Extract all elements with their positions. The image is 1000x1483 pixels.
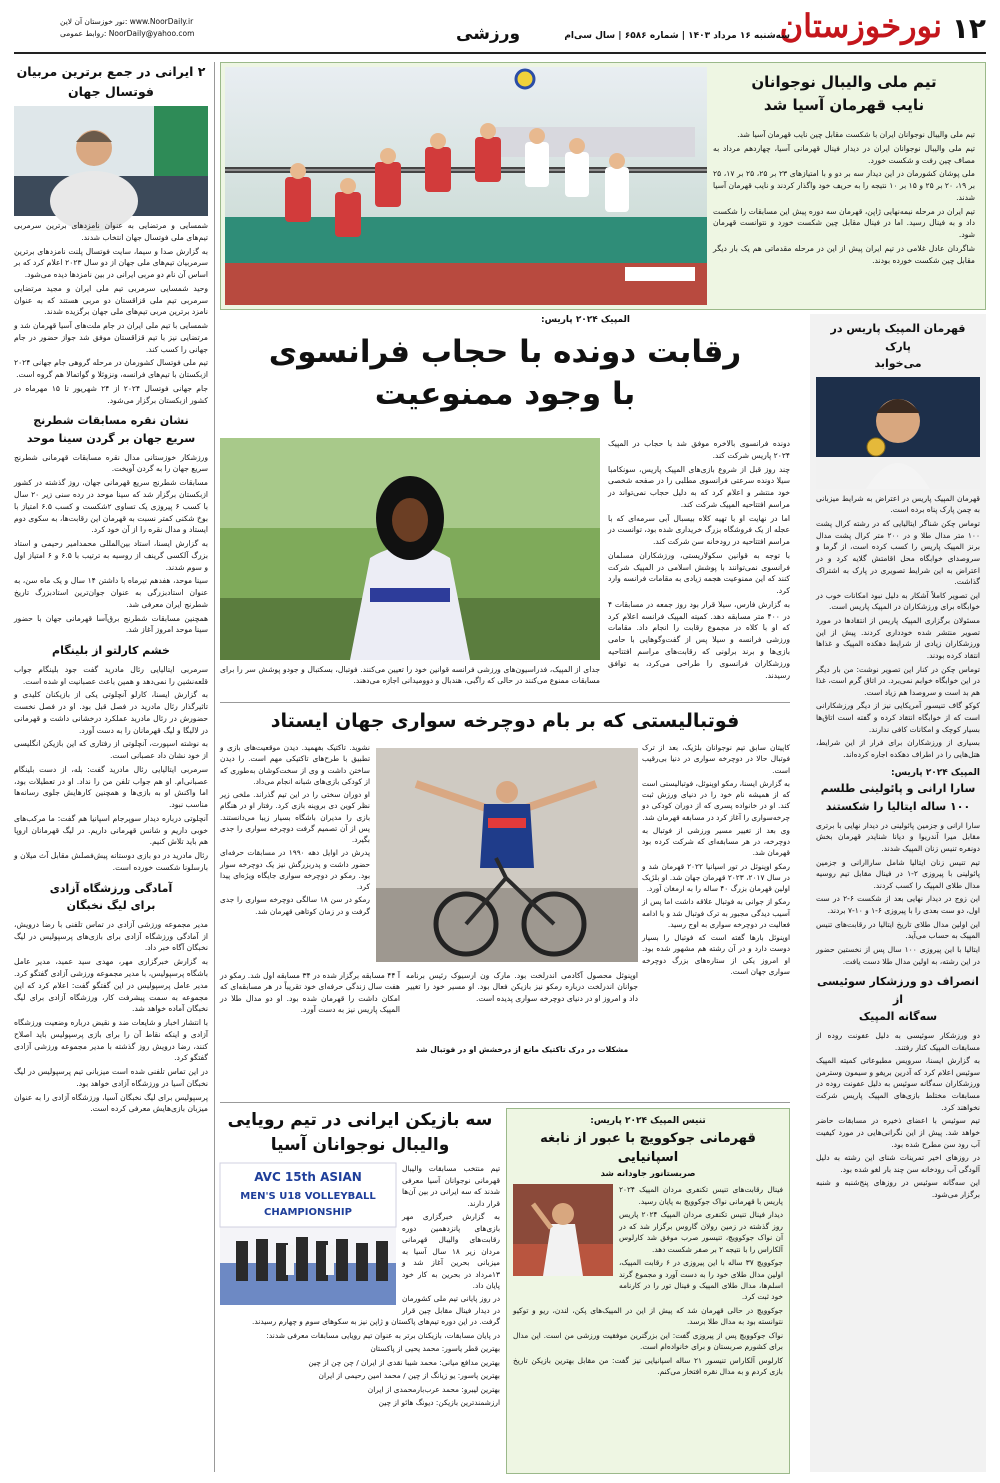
cyclist-paragraph: نشوید. تاکتیک بفهمید. دیدن موقعیت‌های بازی و تطبیق با طرح‌های تاکتیکی مهم است. را دیدن ساختن داشت و وی از سخت‌کوشان به‌طوری که از کودکی بازی‌های شبانه انجام می‌داد. xyxy=(220,743,370,786)
hijab-paragraph: اما در نهایت او با تهیه کلاه بیسبال آبی سرمه‌ای که با عجله از یک فروشگاه بزرگ خریداری شده بود، توانست در مراسم افتتاحیه در رودخانه سن شرکت کند. xyxy=(608,513,790,547)
olympic-champ-paragraph: مسئولان برگزاری المپیک پاریس از انتقادها در مورد تصویر منتشر شده خودداری کردند. پیش از این ورزشکاران زیادی از شرایط دهکده المپیک و غذاها انتقاد کرده بودند. xyxy=(816,616,980,660)
cyclist-caption-middle: آ ۴۴ مسابقه برگزار شده در ۳۴ مسابقه اول شد. رمکو در هفت سال زندگی حرفه‌ای خود تقریباً در هر مسابقه‌ای که امکان داشت را قهرمان شده بود. او دو مدال طلا در المپیک پاریس نیز به دست آورد. xyxy=(220,971,400,1015)
olympic-champ-paragraph: این تصویر کاملاً آشکار به دلیل نبود امکانات خوب در خوابگاه برای ورزشکاران در المپیک پاریس است. xyxy=(816,590,980,612)
djokovic-paragraph: جوکوویچ ۳۷ ساله با این پیروزی در ۶ رقابت المپیک، اولین مدال طلای خود را به دست آورد و مجموع گرند اسلم‌ها، مدال طلای المپیک و فینال تور را در کارنامه خود ثبت کرد. xyxy=(619,1258,783,1302)
cyclist-victory-image xyxy=(376,748,638,962)
djokovic-paragraph: کارلوس آلکاراس تنیسور ۲۱ ساله اسپانیایی نیز گفت: من مقابل بهترین بازیکن تاریخ بازی کردم و به مدال نقره افتخار می‌کنم. xyxy=(513,1355,783,1377)
cyclist-caption-small: اوپنوئل محصول آکادمی اندرلخت بود. مارک ون ارسیوک رئیس برنامه جوانان اندرلخت درباره رمکو نیز بازیکن فعال بود. او مسیر خود را تغییر داد و امروز او در دنیای دوچرخه سواری پدیده است. xyxy=(406,971,638,1003)
carlton-paragraph: سرمربی ایتالیایی رئال مادرید گفت: بله، از دست بلینگام عصبانی‌ام. او هم جواب تلفن من را نداد. او در تعطیلات بود، اما واکنش او به بازی‌ها و همچنین کارهایش جلوی رسانه‌ها مناسب نبود. xyxy=(14,764,208,810)
iran-volley-paragraph: در روز پایانی تیم ملی کشورمان در دیدار فینال مقابل چین قرار گرفت. در این دوره تیم‌های پاکستان و ژاپن نیز به سکوهای سوم و چهارم رسیدند. xyxy=(252,1294,500,1327)
hijab-paragraph: دونده فرانسوی بالاخره موفق شد با حجاب در المپیک ۲۰۲۴ پاریس شرکت کند. xyxy=(608,439,790,460)
italy-title xyxy=(816,780,980,815)
header-rule xyxy=(14,52,986,54)
futsal-title xyxy=(14,62,208,102)
volleyball-photo xyxy=(225,67,707,305)
iran-volley-award: بهترین لیبرو: محمد عرب‌بارمحمدی از ایران xyxy=(367,1384,500,1394)
page-number: ۱۲ xyxy=(951,12,986,45)
left-column xyxy=(14,62,208,1472)
olympic-champ-title-line1: قهرمان المپیک پاریس در پارک xyxy=(830,322,966,353)
swimmer-medal-image xyxy=(816,377,980,489)
volleyball-top-title-line1: تیم ملی والیبال نوجوانان xyxy=(751,73,937,91)
cyclist-body-right xyxy=(642,742,790,1092)
futsal-paragraph: شمسایی و مرتضایی به عنوان نامزدهای برترین سرمربی تیم‌های ملی فوتسال جهان انتخاب شدند. xyxy=(14,221,208,242)
iran-volley-award: بهترین پاسور: یو زیانگ از چین / محمد امین رحیمی از ایران xyxy=(318,1371,500,1381)
carlton-paragraph: آنچلوتی درباره دیدار سوپرجام اسپانیا هم گفت: ما مرکب‌های خوبی داریم و شانس قهرمانی داریم. در لیگ قهرمانان اروپا هم باید تلاش کنیم. xyxy=(14,813,208,847)
hijab-runner-photo xyxy=(220,438,600,660)
djokovic-paragraph: جوکوویچ در حالی قهرمان شد که پیش از این در المپیک‌های پکن، لندن، ریو و توکیو نتوانسته بود به مدال طلا برسد. xyxy=(513,1305,783,1327)
runner-image xyxy=(220,438,600,660)
freedom-paragraph: مدیر مجموعه ورزشی آزادی در تماس تلفنی با رضا درویش، از آمادگی ورزشگاه آزادی برای بازی‌های پرسپولیس در لیگ نخبگان آگاه خبر داد. xyxy=(14,919,208,953)
freedom-paragraph: به گزارش خبرگزاری مهر، مهدی سید عمید، مدیر عامل باشگاه پرسپولیس، با مدیر مجموعه ورزشی آزادی گفتگو کرد. مدیر عامل پرسپولیس در این گفتگو گفت: اعلام کرد که این مجموعه به سمت پیشرفت کار، ورزشگاه آزادی برای لیگ نخبگان آماده خواهد شد. xyxy=(14,957,208,1014)
hijab-body xyxy=(608,438,790,680)
page-header xyxy=(0,0,1000,58)
cyclist-body-left xyxy=(220,742,370,964)
italy-title-line1: سارا ارانی و پائولینی طلسم xyxy=(820,782,976,796)
olympic-champ-paragraph: بسیاری از ورزشکاران برای فرار از این شرایط، هتل‌هایی را در اطراف دهکده اجاره کرده‌اند. xyxy=(816,738,980,759)
olympic-champ-paragraph: کوکو گاف تنیسور آمریکایی نیز از دیگر ورزشکارانی است که از خوابگاه انتقاد کرده و گفته است اتاق‌ها بسیار کوچک و امکانات کافی ندارند. xyxy=(816,701,980,734)
hijab-caption: جدای از المپیک، فدراسیون‌های ورزشی فرانسه قوانین خود را تعیین می‌کنند. فوتبال، بسکتبال و جودو پوشش سر را برای مسابقات ممنوع می‌کنند در حالی که راگبی، هندبال و دوومیدانی اجازه می‌دهند. xyxy=(220,665,600,686)
svg-text:AVC 15th ASIAN: AVC 15th ASIAN xyxy=(254,1170,362,1185)
svg-text:CHAMPIONSHIP: CHAMPIONSHIP xyxy=(264,1207,352,1219)
italy-paragraph: ایتالیا با این پیروزی ۱۰۰ سال پس از نخستین حضور در این رشته، به اولین مدال طلا دست یافت. xyxy=(816,944,980,966)
cyclist-paragraph: کاپیتان سابق تیم نوجوانان بلژیک، بعد از ترک فوتبال حالا در دوچرخه سواری در دنیا بی‌رقیب است. xyxy=(642,743,790,775)
futsal-paragraph: تیم ملی فوتسال کشورمان در مرحله گروهی جام جهانی ۲۰۲۴ ازبکستان با تیم‌های فرانسه، ونزوئلا و گواتمالا هم گروه است. xyxy=(14,358,208,380)
swiss-title-line2: سه‌گانه المپیک xyxy=(858,1010,938,1024)
swiss-paragraph: دو ورزشکار سوئیسی به دلیل عفونت روده از مسابقات المپیک کنار رفتند. xyxy=(816,1030,980,1052)
djokovic-article xyxy=(506,1108,790,1474)
section-divider-1 xyxy=(220,702,790,703)
volleyball-top-paragraph: تیم ملی والیبال نوجوانان ایران در دیدار فینال قهرمانی آسیا، چهاردهم مرداد به مصاف چین رفت و شکست خورد. xyxy=(713,143,975,165)
iran-volley-title-line1: سه بازیکن ایرانی در تیم رویایی xyxy=(227,1110,493,1130)
iran-volley-paragraph: تیم منتخب مسابقات والیبال قهرمانی نوجوانان آسیا معرفی شدند که سه ایرانی در بین آن‌ها قرار دارند. xyxy=(402,1164,500,1208)
chess-paragraph: مسابقات شطرنج سریع قهرمانی جهان، روز گذشته در کشور ازبکستان برگزار شد که سینا موحد در رده سنی زیر ۲۰ سال با کسب ۶ پیروزی یک تساوی ۲شکست و کسب ۶.۵ امتیاز با بوخ شکنی کمتر نسبت به قهرمان این رقابت‌ها، به سکوی دوم ایستاد و مدال نقره را از آن خود کرد. xyxy=(14,478,208,535)
cyclist-paragraph: وی بعد از تغییر مسیر ورزشی از فوتبال به دوچرخه، در هر مسابقه‌ای که شرکت کرده بود قهرمان شد. xyxy=(642,825,790,858)
olympic-champ-title xyxy=(816,320,980,373)
djokovic-paragraph: نواک جوکوویچ پس از پیروزی گفت: این بزرگترین موفقیت ورزشی من است. این مدال برای کشورم صربستان و برای خانواده‌ام است. xyxy=(513,1330,783,1352)
freedom-title-line2: برای لیگ نخبگان xyxy=(66,899,156,913)
carlton-paragraph: به گزارش ایسنا، کارلو آنچلوتی یکی از بازیکنان کلیدی و تاثیرگذار رئال مادرید در فصل قبل بود. او در فصل نخست حضورش در رئال مادرید عملکرد درخشانی داشت و قهرمانی در لالیگا و لیگ قهرمانان را به دست آورد. xyxy=(14,690,208,735)
volleyball-top-paragraph: ملی پوشان کشورمان در این دیدار سه بر دو و با امتیازهای ۲۳ بر ۲۵، ۲۵ بر ۱۷، ۲۵ بر ۱۹، ۲۰ بر ۲۵ و ۱۵ بر ۱۰ نتیجه را به حریف خود واگذار کردند و نایب قهرمان آسیا شدند. xyxy=(713,169,975,202)
hijab-title xyxy=(220,332,790,416)
iran-volley-award: بهترین قطر یاسور: محمد یحیی از پاکستان xyxy=(370,1344,500,1354)
swimmer-photo xyxy=(816,377,980,489)
italy-paragraph: این اولین مدال طلای تاریخ ایتالیا در رقابت‌های تنیس المپیک به حساب می‌آید. xyxy=(816,919,980,941)
hijab-paragraph: چند روز قبل از شروع بازی‌های المپیک پاریس، سونکامبا سیلا دونده سرعتی فرانسوی مطلبی را در صفحه شخصی خود منتشر و اعلام کرد که به دلیل حجاب نمی‌تواند در مراسم افتتاحیه المپیک شرکت کند. xyxy=(608,464,790,509)
right-column xyxy=(810,314,986,1472)
contact-line-1: نور خوزستان آن لاین: www.NoorDaily.ir xyxy=(60,17,194,26)
djokovic-title: قهرمانی جوکوویچ با عبور از نابغه اسپانیایی xyxy=(540,1130,756,1165)
cyclist-paragraph: رمکو از جوانی به فوتبال علاقه داشت اما پس از آسیب دیدگی مجبور به ترک فوتبال شد و با ادامه فعالیت در دوچرخه سواری به اوج رسید. xyxy=(642,897,790,929)
swiss-title-line1: انصراف دو ورزشکار سوئیسی از xyxy=(817,975,979,1006)
hijab-article xyxy=(220,314,790,694)
volleyball-top-paragraph: تیم ایران در مرحله نیمه‌نهایی ژاپن، قهرمان سه دوره پیش این مسابقات را شکست داد و به فینال رسید. اما در فینال مقابل چین شکست خورد و نتوانست قهرمان شود. xyxy=(713,206,975,240)
iran-volley-paragraph: در پایان مسابقات، بازیکنان برتر به عنوان تیم رویایی مسابقات معرفی شدند: xyxy=(266,1330,500,1340)
olympic-champ-paragraph: قهرمان المپیک پاریس در اعتراض به شرایط میزبانی به چمن پارک پناه برده است. xyxy=(816,493,980,515)
chess-paragraph: همچنین مسابقات شطرنج برق‌آسا قهرمانی جهان با حضور سینا موحد امروز آغاز شد. xyxy=(14,613,208,635)
volleyball-top-box xyxy=(220,62,986,310)
cyclist-paragraph: پدرش در اوایل دهه ۱۹۹۰ در مسابقات حرفه‌ای حضور داشت و پدربزرگش نیز یک دوچرخه سوار بود. رمکو در دوچرخه سواری جایگاه ویژه‌ای پیدا کرد. xyxy=(220,848,371,891)
section-divider-2 xyxy=(220,1102,790,1103)
carlton-title: خشم کارلتو از بلینگام xyxy=(52,644,170,658)
asian-championship-podium-image xyxy=(220,1163,396,1305)
carlton-paragraph: به نوشته اسپورت، آنچلوتی از رفتاری که این بازیکن انگلیسی از خود نشان داد عصبانی است. xyxy=(14,739,208,761)
chess-title-line2: سریع جهان بر گردن سینا موحد xyxy=(26,432,196,446)
italy-paragraph: سارا ارانی و جزمین پائولینی در دیدار نهایی با برتری مقابل میرا آندریوا و دیانا شنایدر قهرمان بخش دونفره تنیس زنان المپیک شدند. xyxy=(816,820,980,853)
italy-paragraph: تیم تنیس زنان ایتالیا شامل ساراارانی و جزمین پائولینی با پیروزی ۲-۱ در فینال مقابل تیم روسیه مدال طلای المپیک را کسب کردند. xyxy=(816,857,981,890)
iran-volley-award: ارزشمندترین بازیکن: دیونگ هائو از چین xyxy=(378,1398,500,1408)
newspaper-logo: نورخوزستان xyxy=(779,7,942,45)
olympic-champ-title-line2: می‌خوابد xyxy=(874,357,922,371)
iran-volley-paragraph: به گزارش خبرگزاری مهر بازی‌های پانزدهمین دوره رقابت‌های والیبال قهرمانی مردان زیر ۱۸ سال آسیا به میزبانی بحرین آغاز شد و ۱۳مرداد در بحرین به کار خود پایان داد. xyxy=(402,1212,501,1290)
djokovic-kicker: تنیس المپیک ۲۰۲۴ پاریس: xyxy=(590,1116,706,1126)
cyclist-caption-bold: مشکلات در درک تاکتیک مانع از درخشش او در فوتبال شد xyxy=(415,1045,629,1054)
carlton-paragraph: سرمربی ایتالیایی رئال مادرید گفت جود بلینگام جواب قلعه‌نشین را نمی‌دهد و همین باعث عصبانیت او شده است. xyxy=(14,664,208,686)
chess-title xyxy=(14,412,208,447)
cyclist-photo xyxy=(376,748,638,962)
freedom-paragraph: با انتشار اخبار و شایعات ضد و نقیض درباره وضعیت ورزشگاه آزادی و اینکه نقاط آن را برای بازی پرسپولیس باید اصلاح کنند، رضا درویش روز گذشته با مدیر مجموعه ورزشی آزادی گفتگو کرد. xyxy=(14,1018,208,1063)
italy-kicker: المپیک ۲۰۲۴ پاریس: xyxy=(891,767,980,778)
chess-paragraph: به گزارش ایسنا، استاد بین‌المللی محمدامیر رحیمی و استاد بزرگ آلکسی گرینف از روسیه به ترتیب با ۶.۵ و ۶ امتیاز اول و سوم شدند. xyxy=(14,539,208,572)
djokovic-paragraph: فینال رقابت‌های تنیس تکنفری مردان المپیک ۲۰۲۴ پاریس با قهرمانی نواک جوکوویچ به پایان رسید. xyxy=(619,1185,783,1206)
swiss-paragraph: در روزهای اخیر تمرینات شنای این رشته به دلیل آلودگی آب رودخانه سن چند بار لغو شده بود. xyxy=(816,1153,980,1174)
hijab-paragraph: به گزارش فارس، سیلا قرار بود روز جمعه در مسابقات ۴ در ۴۰۰ متر مسابقه دهد. کمیته المپیک فرانسه اعلام کرد که او با کلاه در مجموع رقابت را انجام داد. مقامات ورزشی فرانسه و سیلا پس از گفت‌وگوهایی با حامی بازی‌ها و برند برلونی که رقابت‌های مراسم افتتاحیه ورزشکاران فرانسوی را طراحی می‌کرد، به توافق رسیدند. xyxy=(608,599,790,680)
cyclist-paragraph: اوپنوئل بارها گفته است که فوتبال را بسیار دوست دارد و در آن رشته هم مشهور شده بود. او امروز یکی از ستاره‌های بزرگ دوچرخه سواری جهان است. xyxy=(642,933,790,976)
futsal-paragraph: شمسایی با تیم ملی ایران در جام ملت‌های آسیا قهرمان شد و مرتضایی نیز با تیم قزاقستان موفق شد جواز حضور در جام جهانی را کسب کند. xyxy=(14,321,208,354)
freedom-title-line1: آمادگی ورزشگاه آزادی xyxy=(49,881,173,895)
volleyball-top-title xyxy=(713,71,975,118)
cyclist-paragraph: به گزارش ایسنا، رمکو اوپنوئل، فوتبالیستی است که از همیشه نام خود را در دنیای ورزش ثبت کند. او در خانواده پسری که از دوران کودکی دو چرخه‌سواری را آغاز کرد در مسابقه قهرمان شد. xyxy=(642,778,790,822)
italy-title-line2: ۱۰۰ ساله ایتالیا را شکستند xyxy=(825,800,971,814)
iran-volley-title xyxy=(220,1108,500,1157)
hijab-title-line1: رقابت دونده با حجاب فرانسوی xyxy=(268,334,742,370)
coach-image xyxy=(14,106,208,216)
carlton-paragraph: رئال مادرید در دو بازی دوستانه پیش‌فصلش مقابل آث میلان و بارسلونا شکست خورده است. xyxy=(14,851,208,872)
cyclist-paragraph: او دوران سختی را در این تیم گذراند. ملخی زیر نظر کوین دی بروینه بازی کرد. رفتار او در هنگام بازی را مدیران باشگاه بسیار زیبا می‌دانستند. پس از آن تصمیم گرفت دوچرخه سواری را جدی بگیرد. xyxy=(220,790,370,844)
djokovic-paragraph: دیدار فینال تنیس تکنفری مردان المپیک ۲۰۲۴ پاریس روز گذشته در زمین رولان گاروس برگزار شد که در آن نواک جوکوویچ، تنیسور صرب موفق شد کارلوس آلکاراس را با نتیجه ۲ بر صفر شکست دهد. xyxy=(619,1210,783,1254)
futsal-title-line2: فوتسال جهان xyxy=(68,84,154,99)
freedom-title xyxy=(14,880,208,915)
chess-paragraph: سینا موحد، هفدهم تیرماه با داشتن ۱۴ سال و یک ماه سن، به عنوان استادبزرگی به عنوان جوان‌ترین استادبزرگ تاریخ شطرنج ایران معرفی شد. xyxy=(14,576,208,609)
volleyball-top-paragraph: شاگردان عادل غلامی در تیم ایران پیش از این در مرحله مقدماتی هم یک بار دیگر مقابل چین شکست خورده بودند. xyxy=(713,243,975,265)
chess-paragraph: ورزشکار خوزستانی مدال نقره مسابقات قهرمانی شطرنج سریع جهان را به گردن آویخت. xyxy=(14,452,208,474)
futsal-paragraph: وحید شمسایی سرمربی تیم ملی ایران و مجید مرتضایی سرمربی تیم ملی قزاقستان دو مربی هستند که به عنوان نامزد برترین مربی تیم‌های ملی جهان برگزیده شدند. xyxy=(14,283,208,317)
iran-volley-award: بهترین مدافع میانی: محمد شیبا نقدی از ایران / چن چن از چین xyxy=(308,1357,500,1367)
cyclist-title: فوتبالیستی که بر بام دوچرخه سواری جهان ایستاد xyxy=(270,710,740,732)
olympic-champ-paragraph: توماس چکن شناگر ایتالیایی که در رشته کرال پشت ۱۰۰ متر مدال طلا و در ۲۰۰ متر کرال پشت مدال برنز المپیک پاریس را کسب کرده است، از گرما و سروصدای خوابگاه محل اقامتش گلایه کرد و در اعتراض به این شرایط تصویری در پارک به اشتراک گذاشت. xyxy=(816,519,980,587)
date-line: سه‌شنبه ۱۶ مرداد ۱۴۰۳ | شماره ۶۵۸۶ | سال سی‌ام xyxy=(564,31,790,41)
volleyball-top-paragraph: تیم ملی والیبال نوجوانان ایران با شکست مقابل چین نایب قهرمان آسیا شد. xyxy=(737,130,975,139)
volleyball-match-image xyxy=(225,67,707,305)
svg-text:MEN'S U18 VOLLEYBALL: MEN'S U18 VOLLEYBALL xyxy=(240,1191,376,1203)
djokovic-celebration-image xyxy=(513,1184,613,1276)
cyclist-article xyxy=(220,708,790,1098)
volleyball-top-body xyxy=(713,129,975,268)
swiss-title xyxy=(816,973,980,1026)
hijab-title-line2: با وجود ممنوعیت xyxy=(374,375,636,412)
cyclist-paragraph: رمکو در سن ۱۸ سالگی دوچرخه سواری را جدی گرفت و در زمان کوتاهی قهرمان شد. xyxy=(220,895,371,916)
futsal-paragraph: جام جهانی فوتسال ۲۰۲۴ از ۲۴ شهریور تا ۱۵ مهرماه در کشور ازبکستان برگزار می‌شود. xyxy=(14,383,208,405)
italy-paragraph: این زوج در دیدار نهایی بعد از شکست ۶-۲ در ست اول، دو ست بعدی را با پیروزی ۶-۱ و ۱۰-۷ بردند. xyxy=(816,894,980,916)
section-title: ورزشی xyxy=(456,24,521,44)
futsal-title-line1: ۲ ایرانی در جمع برترین مربیان xyxy=(16,64,206,79)
iran-volley-title-line2: والیبال نوجوانان آسیا xyxy=(270,1134,450,1155)
volleyball-top-title-line2: نایب قهرمان آسیا شد xyxy=(763,96,925,115)
futsal-coach-photo xyxy=(14,106,208,216)
contact-line-2: روابط عمومی: NoorDaily@yahoo.com xyxy=(60,29,195,38)
hijab-kicker: المپیک ۲۰۲۴ پاریس: xyxy=(541,315,630,325)
freedom-paragraph: در این تماس تلفنی شده است میزبانی تیم پرسپولیس در لیگ نخبگان آسیا در ورزشگاه آزادی خواهد بود. xyxy=(14,1067,208,1088)
djokovic-photo xyxy=(513,1184,613,1276)
chess-title-line1: نشان نقره مسابقات شطرنج xyxy=(33,414,189,428)
futsal-paragraph: به گزارش صدا و سیما، سایت فوتسال پلنت نامزدهای برترین سرمربیان تیم‌های ملی جهان از دو سال ۲۰۲۳ اعلام کرد که بر اساس آن نام دو مربی ایرانی در بین نامزدها دیده می‌شود. xyxy=(14,246,208,280)
hijab-paragraph: با توجه به قوانین سکولاریستی، ورزشکاران مسلمان فرانسوی نمی‌توانند با پوشش اسلامی در المپیک شرکت کنند که این ممنوعیت هجمه زیادی به مقامات فرانسه وارد کرد. xyxy=(608,550,790,596)
iran-volley-photo xyxy=(220,1163,396,1305)
djokovic-author: صربستانور جاودانه شد xyxy=(600,1168,696,1179)
olympic-champ-paragraph: توماس چکن در کنار این تصویر نوشت: من بار دیگر در این خوابگاه خوابم نمی‌برد. در اتاق گرم است، غذا هم بد است و سروصدا هم زیاد است. xyxy=(816,664,980,697)
iran-volley-article xyxy=(220,1108,500,1474)
swiss-paragraph: به گزارش ایسنا، سرویس مطبوعاتی کمیته المپیک سوئیس اعلام کرد که آدرین بریفو و سیمون وسترمن ورزشکاران سه‌گانه سوئیس به دلیل عفونت روده در مسابقات مختلط بازی‌های المپیک پاریس شرکت نخواهند کرد. xyxy=(816,1056,980,1112)
swiss-paragraph: تیم سوئیس با اعضای ذخیره در مسابقات حاضر خواهد شد. پیش از این نگرانی‌هایی در مورد کیفیت آب رود سن مطرح شده بود. xyxy=(816,1116,980,1149)
swiss-paragraph: این سه‌گانه سوئیس در روزهای پنج‌شنبه و شنبه برگزار می‌شود. xyxy=(816,1178,980,1200)
freedom-paragraph: پرسپولیس برای لیگ نخبگان آسیا، ورزشگاه آزادی را به عنوان میزبان بازی‌هایش معرفی کرده است. xyxy=(14,1092,208,1114)
cyclist-paragraph: رمکو اوپنوئل در تور اسپانیا ۲۰۲۲ قهرمان شد و در سال ۲۰۱۷، ۲۰۲۳ قهرمان جهان شد. او بلژیک اولین قهرمان بزرگ ۴۰ ساله را به ارمغان آورد. xyxy=(642,861,790,893)
left-column-divider xyxy=(214,62,215,1472)
